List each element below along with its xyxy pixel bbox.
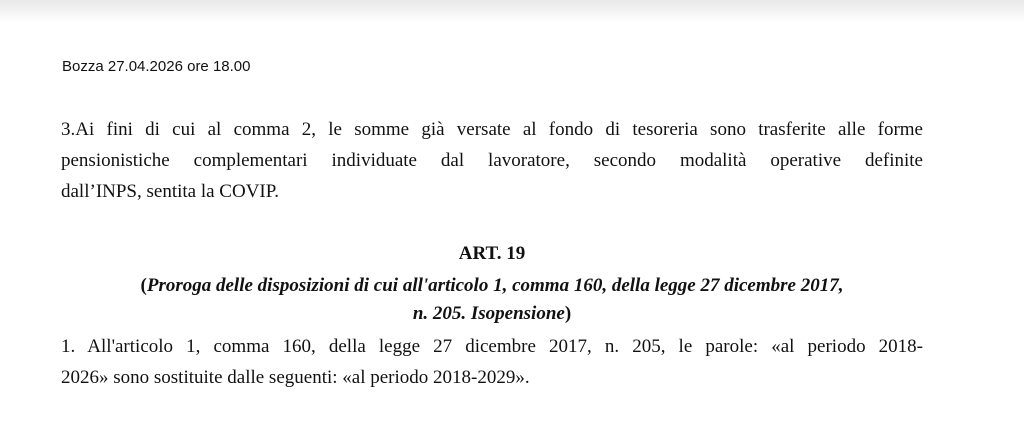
paragraph-line: pensionistiche complementari individuate dal lavoratore, secondo modalità operative definite bbox=[61, 150, 923, 171]
article-title: ART. 19 bbox=[458, 243, 526, 264]
paragraph-line: 1. All'articolo 1, comma 160, della legge 27 dicembre 2017, n. 205, le parole: «al periodo 2018- bbox=[61, 336, 923, 357]
paragraph-line: 3.Ai fini di cui al comma 2, le somme già versate al fondo di tesoreria sono trasferite alle forme bbox=[61, 119, 923, 140]
subtitle-text-2: n. 205. Isopensione bbox=[412, 303, 565, 324]
article-subtitle-line-2 bbox=[50, 300, 934, 328]
draft-label: Bozza 27.04.2026 ore 18.00 bbox=[62, 58, 251, 75]
article-subtitle bbox=[50, 272, 934, 328]
subtitle-text-1: Proroga delle disposizioni di cui all'articolo 1, comma 160, della legge 27 dicembre 2017, bbox=[146, 275, 844, 296]
paragraph-line: 2026» sono sostituite dalle seguenti: «al periodo 2018-2029». bbox=[61, 367, 530, 388]
subtitle-open-paren: ( bbox=[140, 275, 147, 296]
paragraph-line: dall’INPS, sentita la COVIP. bbox=[61, 181, 279, 202]
paragraph-comma-3 bbox=[61, 114, 923, 207]
page-top-shadow bbox=[0, 0, 1024, 22]
subtitle-close-paren: ) bbox=[564, 303, 572, 324]
article-subtitle-line-1 bbox=[50, 272, 934, 300]
article-paragraph-1 bbox=[61, 331, 923, 393]
